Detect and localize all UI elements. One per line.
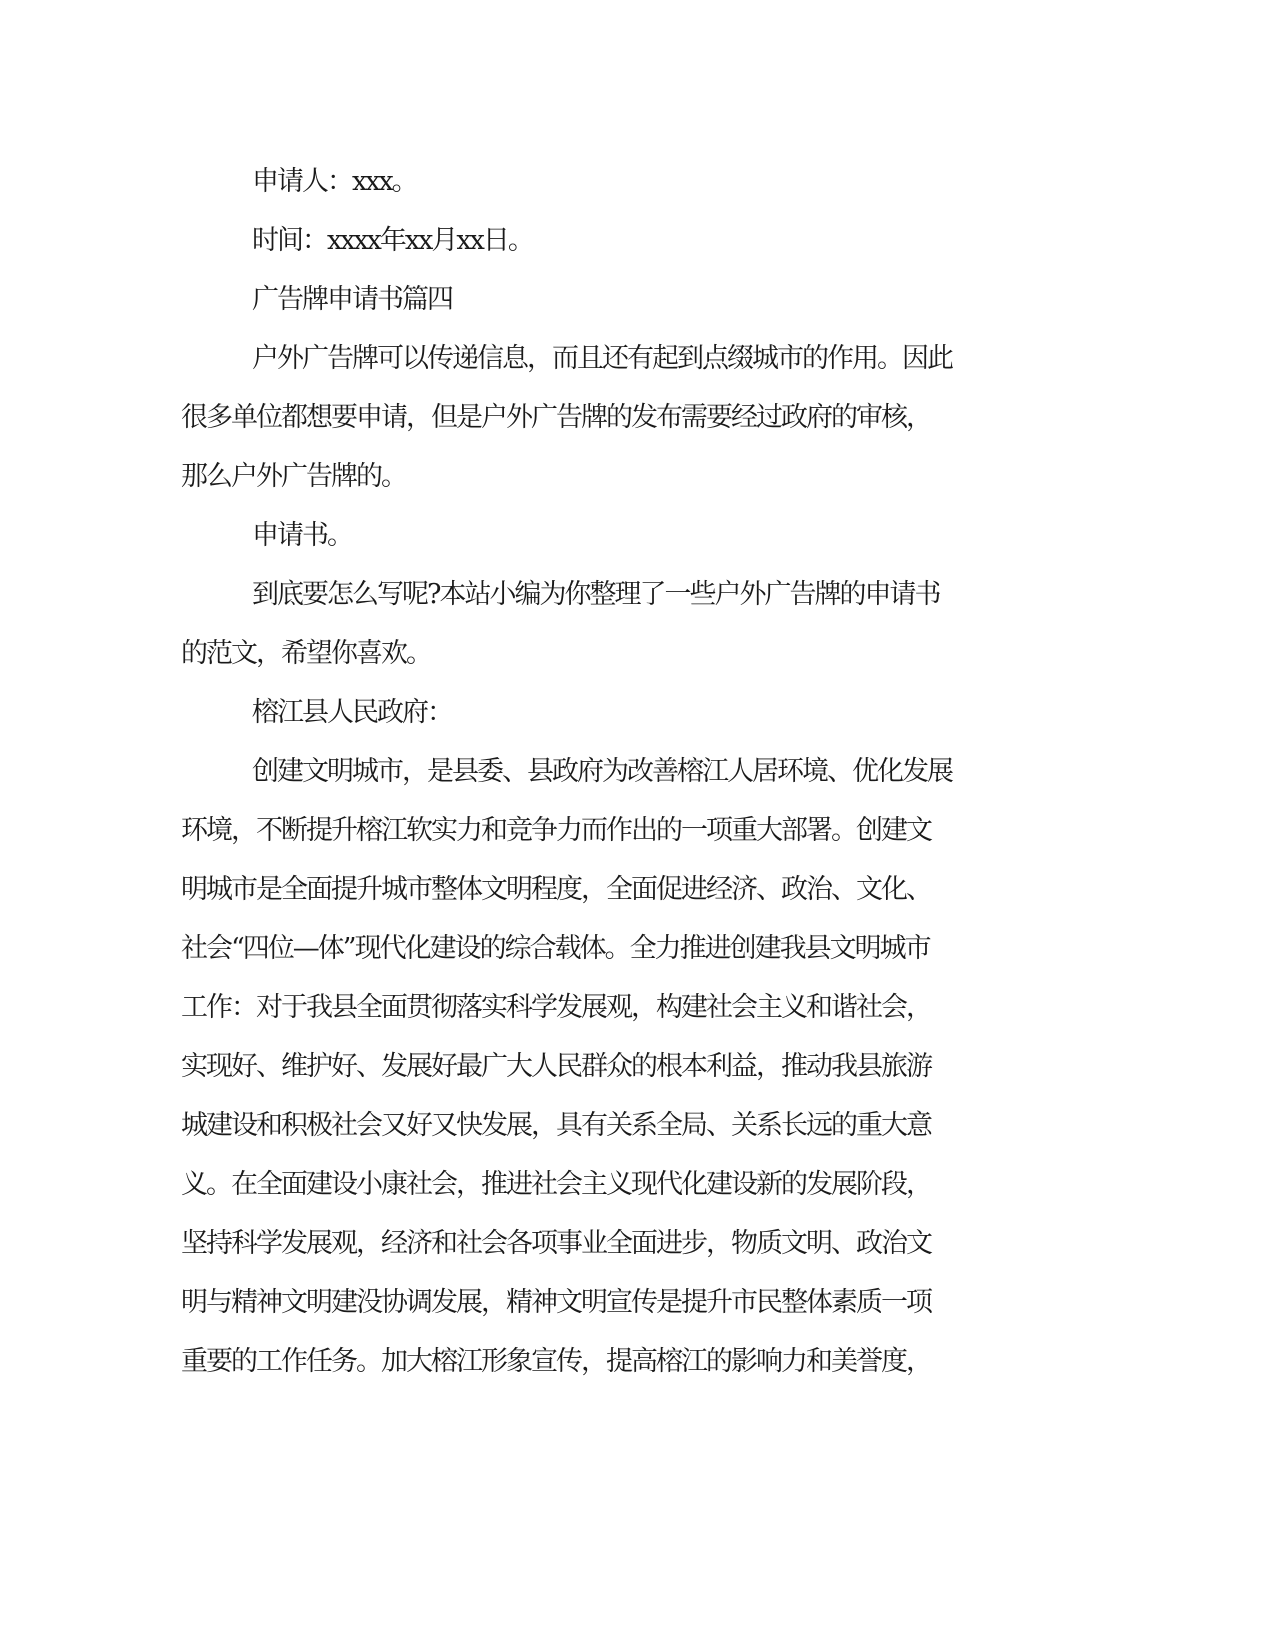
paragraph-line: 创建文明城市，是县委、县政府为改善榕江人居环境、优化发展 [252,756,952,787]
paragraph-line: 坚持科学发展观，经济和社会各项事业全面进步，物质文明、政治文 [181,1228,931,1259]
paragraph-line: 明与精神文明建没协调发展，精神文明宣传是提升市民整体素质一项 [181,1287,931,1318]
paragraph-line: 的范文，希望你喜欢。 [181,638,431,669]
paragraph-line: 到底要怎么写呢?本站小编为你整理了一些户外广告牌的申请书 [252,579,940,610]
paragraph-line: 重要的工作任务。加大榕江形象宣传，提高榕江的影响力和美誉度， [181,1346,931,1377]
section-heading: 广告牌申请书篇四 [252,284,452,315]
date-line: 时间：xxxx年xx月xx日。 [252,225,533,256]
paragraph-line: 那么户外广告牌的。 [181,461,406,492]
paragraph-line: 义。在全面建设小康社会，推进社会主义现代化建设新的发展阶段， [181,1169,931,1200]
applicant-line: 申请人：xxx。 [252,166,417,197]
paragraph-line: 申请书。 [252,520,352,551]
salutation-line: 榕江县人民政府： [252,697,452,728]
paragraph-line: 户外广告牌可以传递信息，而且还有起到点缀城市的作用。因此 [252,343,952,374]
paragraph-line: 工作：对于我县全面贯彻落实科学发展观，构建社会主义和谐社会， [181,992,931,1023]
paragraph-line: 实现好、维护好、发展好最广大人民群众的根本利益，推动我县旅游 [181,1051,931,1082]
paragraph-line: 社会“四位—体”现代化建设的综合载体。全力推进创建我县文明城市 [181,933,930,964]
paragraph-line: 环境，不断提升榕江软实力和竞争力而作出的一项重大部署。创建文 [181,815,931,846]
paragraph-line: 很多单位都想要申请，但是户外广告牌的发布需要经过政府的审核， [181,402,931,433]
paragraph-line: 明城市是全面提升城市整体文明程度，全面促进经济、政治、文化、 [181,874,931,905]
paragraph-line: 城建设和积极社会又好又快发展，具有关系全局、关系长远的重大意 [181,1110,931,1141]
